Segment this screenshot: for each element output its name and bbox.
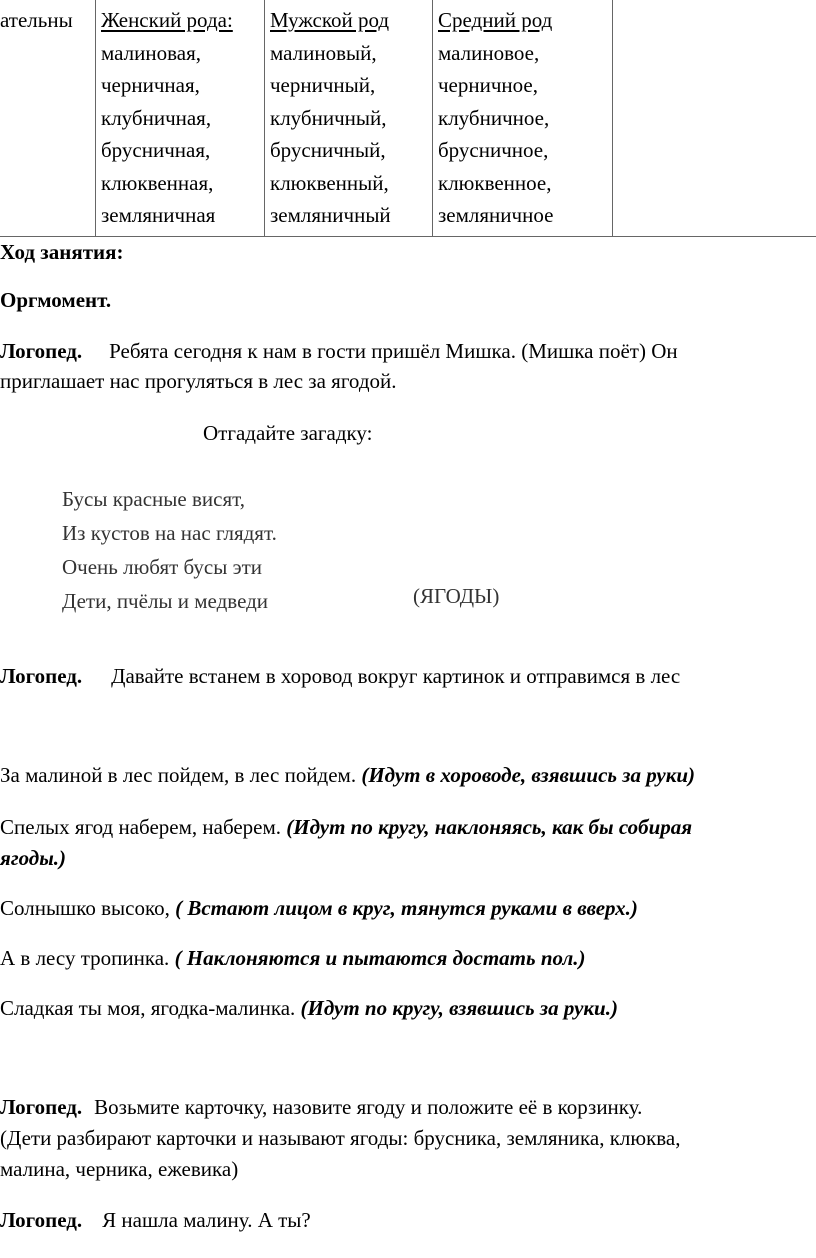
table-cell: земляничный — [270, 203, 391, 227]
paragraph-2: Логопед. Давайте встанем в хоровод вокруг картинок и отправимся в лес — [0, 664, 681, 688]
table-cell: брусничное, — [438, 138, 549, 162]
stage-direction: ягоды.) — [0, 846, 67, 870]
table-divider — [612, 0, 613, 236]
stage-direction: (Идут в хороводе, взявшись за руки) — [361, 763, 696, 787]
speaker-label: Логопед. — [0, 1208, 83, 1232]
table-cell: клюквенное, — [438, 170, 552, 195]
riddle-answer: (ЯГОДЫ) — [413, 584, 500, 608]
column-header: Мужской род — [270, 8, 390, 32]
song-line: За малиной в лес пойдем, в лес пойдем. (Идут в хороводе, взявшись за руки) — [0, 763, 696, 787]
table-cell: клубничная, — [101, 105, 212, 130]
table-cell: черничный, — [270, 73, 376, 97]
stage-direction: (Идут по кругу, наклоняясь, как бы собирая — [286, 815, 693, 839]
poem-line: Дети, пчёлы и медведи — [62, 589, 269, 613]
poem-line: Бусы красные висят, — [62, 487, 245, 511]
table-col-feminine — [101, 4, 233, 232]
stage-direction: (Идут по кругу, взявшись за руки.) — [300, 996, 618, 1020]
column-header: Средний род — [438, 8, 553, 32]
riddle-poem — [62, 482, 277, 618]
table-divider — [264, 0, 265, 236]
table-divider — [432, 0, 433, 236]
paragraph-3-line-2: (Дети разбирают карточки и называют ягоды: брусника, земляника, клюква, — [0, 1126, 681, 1150]
paragraph-1-line-2: приглашает нас прогуляться в лес за ягодой. — [0, 369, 397, 393]
table-cell: земляничная — [101, 203, 216, 227]
column-header: Женский рода: — [101, 8, 233, 32]
table-cell: брусничная, — [101, 138, 211, 162]
paragraph-3-line-3: малина, черника, ежевика) — [0, 1157, 239, 1181]
speaker-label: Логопед. — [0, 1095, 83, 1119]
lesson-heading: Ход занятия: — [0, 240, 124, 264]
song-line: А в лесу тропинка. ( Наклоняются и пытаются достать пол.) — [0, 946, 586, 970]
poem-line: Из кустов на нас глядят. — [62, 521, 277, 545]
paragraph-3-line-1: Логопед. Возьмите карточку, назовите ягоду и положите её в корзинку. — [0, 1095, 643, 1119]
table-cell: клюквенный, — [270, 170, 389, 195]
table-cell: малиновое, — [438, 40, 540, 65]
stage-direction: ( Наклоняются и пытаются достать пол.) — [174, 946, 586, 970]
paragraph-1-line-1: Логопед. Ребята сегодня к нам в гости пришёл Мишка. (Мишка поёт) Он — [0, 339, 678, 363]
gender-table — [0, 0, 816, 237]
paragraph-4: Логопед. Я нашла малину. А ты? — [0, 1208, 311, 1232]
stage-direction: ( Встают лицом в круг, тянутся руками в вверх.) — [175, 896, 638, 920]
table-divider — [95, 0, 96, 236]
speaker-label: Логопед. — [0, 664, 83, 688]
table-col-neuter — [438, 4, 553, 232]
table-cut-header: ательны — [0, 8, 73, 32]
song-line: Солнышко высоко, ( Встают лицом в круг, тянутся руками в вверх.) — [0, 896, 638, 920]
table-cell: земляничное — [438, 203, 554, 227]
table-cell: черничное, — [438, 73, 538, 97]
org-moment: Оргмомент. — [0, 288, 112, 312]
song-line: Спелых ягод наберем, наберем. (Идут по кругу, наклоняясь, как бы собирая — [0, 815, 693, 839]
table-cell: черничная, — [101, 73, 200, 97]
table-cell: брусничный, — [270, 138, 386, 162]
speaker-label: Логопед. — [0, 339, 83, 363]
table-cell: малиновый, — [270, 40, 377, 65]
table-cell: клюквенная, — [101, 170, 214, 195]
table-cell: малиновая, — [101, 40, 201, 65]
poem-line: Очень любят бусы эти — [62, 555, 263, 579]
riddle-intro: Отгадайте загадку: — [203, 421, 373, 445]
table-col-masculine — [270, 4, 391, 232]
table-cell: клубничное, — [438, 105, 550, 130]
table-cell: клубничный, — [270, 105, 387, 130]
song-line: Сладкая ты моя, ягодка-малинка. (Идут по кругу, взявшись за руки.) — [0, 996, 618, 1020]
